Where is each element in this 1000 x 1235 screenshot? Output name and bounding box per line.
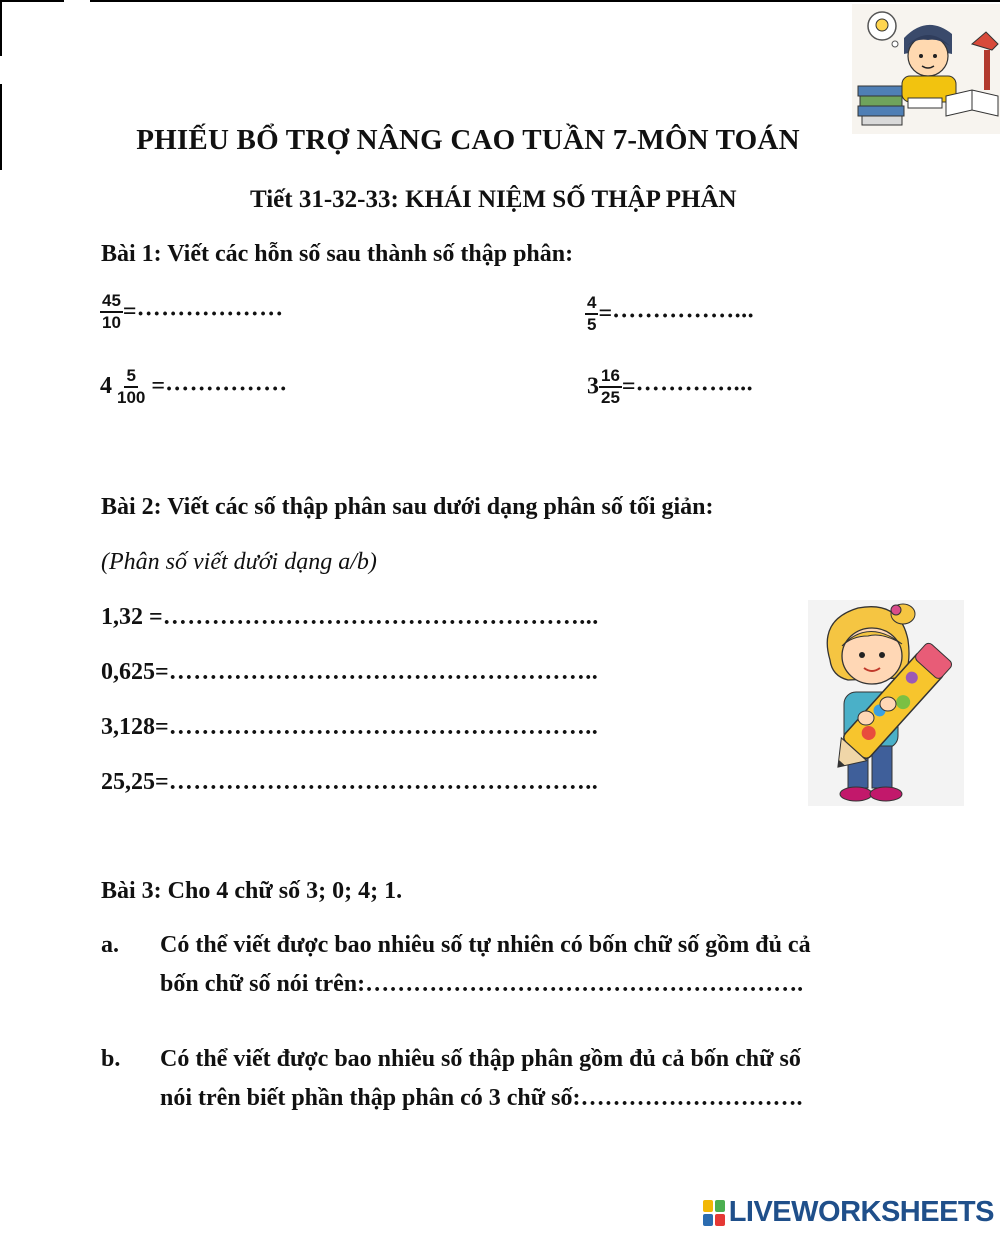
logo-text: LIVEWORKSHEETS [728,1196,994,1228]
answer-blank[interactable]: bốn chữ số nói trên:………………………………………………. [160,971,804,997]
exercise-3-heading: Bài 3: Cho 4 chữ số 3; 0; 4; 1. [101,878,403,904]
answer-blank[interactable]: ……………………………………………... [162,604,599,630]
exercise-1-item: $\frac{4}{5}$ =……………... [587,293,755,334]
exercise-2-item: 1,32 =……………………………………………... [101,604,599,630]
item-b-label: b. [101,1046,121,1072]
fraction: $\frac{45}{10}$ [102,291,121,332]
exercise-1-item: $\frac{45}{10}$ =……………… [102,291,284,332]
answer-blank[interactable]: …………… [165,370,288,397]
exercise-1-item: 3 $\frac{16}{25}$ =…………... [587,366,754,407]
fraction: $\frac{16}{25}$ [601,366,620,407]
fraction: $\frac{4}{5}$ [587,293,597,334]
fraction: $\frac{5}{100}$ [117,366,146,407]
answer-blank[interactable]: …………………………………………….. [168,714,599,740]
exercise-2-note: (Phân số viết dưới dạng a/b) [101,549,377,575]
exercise-2-item: 0,625=…………………………………………….. [101,659,599,685]
logo-icon [703,1200,725,1226]
answer-blank[interactable]: ……………... [612,297,755,324]
item-a-label: a. [101,932,119,958]
exercise-2-heading: Bài 2: Viết các số thập phân sau dưới dạng phân số tối giản: [101,494,714,520]
worksheet-subtitle: Tiết 31-32-33: KHÁI NIỆM SỐ THẬP PHÂN [250,186,737,213]
answer-blank[interactable]: …………………………………………….. [168,769,599,795]
worksheet-title: PHIẾU BỔ TRỢ NÂNG CAO TUẦN 7-MÔN TOÁN [136,124,800,156]
frame-line [0,0,2,56]
exercise-1-item: 4 $\frac{5}{100}$ =…………… [100,366,288,407]
girl-with-pencil-illustration [808,600,964,806]
item-a-text: Có thể viết được bao nhiêu số tự nhiên có bốn chữ số gồm đủ cả bốn chữ số nói trên:………………………………………………. [160,926,960,1004]
answer-blank[interactable]: …………………………………………….. [168,659,599,685]
exercise-2-item: 3,128=…………………………………………….. [101,714,599,740]
frame-line [90,0,1000,2]
boy-studying-illustration [852,4,1000,134]
answer-blank[interactable]: …………... [635,370,754,397]
exercise-1-heading: Bài 1: Viết các hỗn số sau thành số thập phân: [101,241,574,267]
item-b-text: Có thể viết được bao nhiêu số thập phân gồm đủ cả bốn chữ số nói trên biết phần thập phân có 3 chữ số:………………………. [160,1040,960,1118]
answer-blank[interactable]: ……………… [136,295,284,322]
frame-line [0,0,64,2]
answer-blank[interactable]: nói trên biết phần thập phân có 3 chữ số:………………………. [160,1085,803,1111]
liveworksheets-logo[interactable] [703,1196,994,1229]
exercise-2-item: 25,25=…………………………………………….. [101,769,599,795]
